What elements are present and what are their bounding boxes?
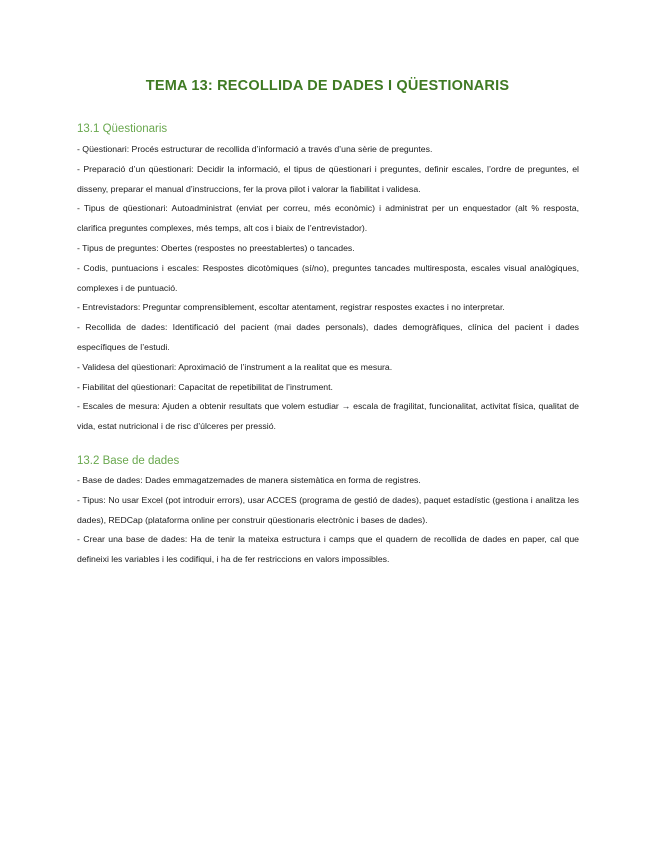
paragraph-recollida-dades: - Recollida de dades: Identificació del pacient (mai dades personals), dades demogràfiques, clínica del pacient i dades específiques de l’estudi. (77, 322, 579, 352)
paragraph-crear-base: - Crear una base de dades: Ha de tenir la mateixa estructura i camps que el quadern de recollida de dades en paper, cal que defineixi les variables i les codifiqui, i ha de fer restriccions en valors impossibles. (77, 534, 579, 565)
section-questionaris (77, 140, 579, 437)
paragraph-preparacio: - Preparació d’un qüestionari: Decidir la informació, el tipus de qüestionari i preguntes, definir escales, l’ordre de preguntes, el disseny, preparar el manual d’instruccions, fer la prova pilot i valorar la fiabilitat i validesa. (77, 163, 579, 194)
paragraph-entrevistadors: - Entrevistadors: Preguntar comprensiblement, escoltar atentament, registrar respostes exactes i no interpretar. (77, 302, 505, 313)
paragraph-tipus-base: - Tipus: No usar Excel (pot introduir errors), usar ACCES (programa de gestió de dades), paquet estadístic (gestiona i analitza les dades), REDCap (plataforma online per construir qüestionaris electrònic i bases de dades). (77, 494, 579, 525)
paragraph-tipus-preguntes: - Tipus de preguntes: Obertes (respostes no preestablertes) o tancades. (77, 242, 355, 253)
paragraph-codis-escales: - Codis, puntuacions i escales: Respostes dicotòmiques (sí/no), preguntes tancades multiresposta, escales visual analògiques, complexes i de puntuació. (77, 262, 579, 293)
section-heading-questionaris: 13.1 Qüestionaris (77, 123, 168, 135)
section-heading-base-dades: 13.2 Base de dades (77, 455, 180, 467)
paragraph-base-dades: - Base de dades: Dades emmagatzemades de manera sistemàtica en forma de registres. (77, 475, 421, 485)
paragraph-questionari: - Qüestionari: Procés estructurar de recollida d’informació a través d’una sèrie de preguntes. (77, 144, 433, 154)
page-title: TEMA 13: RECOLLIDA DE DADES I QÜESTIONARIS (145, 78, 510, 94)
paragraph-validesa: - Validesa del qüestionari: Aproximació de l’instrument a la realitat que es mesura. (77, 361, 393, 372)
paragraph-fiabilitat: - Fiabilitat del qüestionari: Capacitat de repetibilitat de l’instrument. (77, 381, 333, 392)
section-base-dades (77, 471, 579, 570)
paragraph-escales-mesura: - Escales de mesura: Ajuden a obtenir resultats que volem estudiar → escala de fragilitat, funcionalitat, activitat física, qualitat de vida, estat nutricional i de risc d’úlceres per pressió. (77, 401, 579, 432)
paragraph-tipus-questionari: - Tipus de qüestionari: Autoadministrat (enviat per correu, més econòmic) i administrat per un enquestador (alt % resposta, clarifica preguntes complexes, més temps, alt cos i biaix de l’entrevistador). (77, 203, 579, 234)
